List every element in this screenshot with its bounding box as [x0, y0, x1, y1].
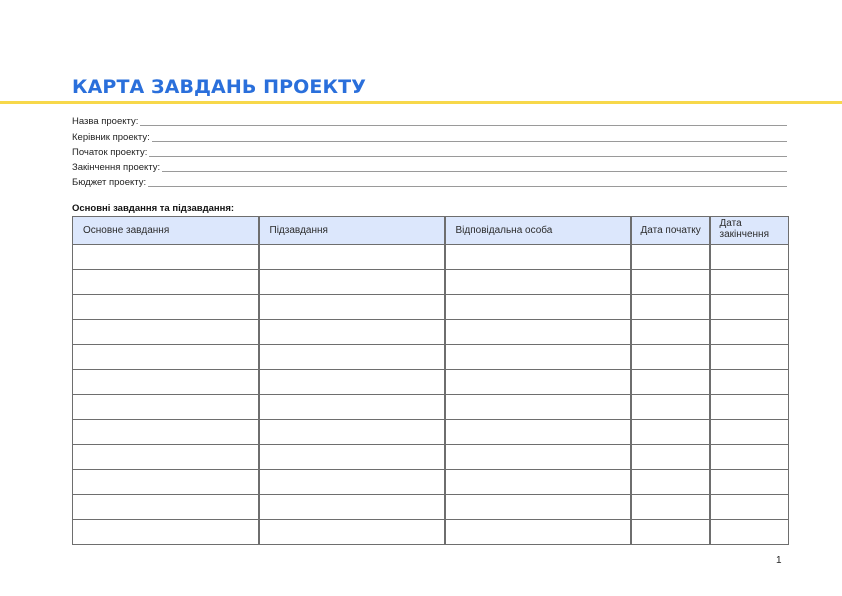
cell-end-date[interactable] [710, 320, 789, 345]
cell-main-task[interactable] [73, 495, 259, 520]
cell-end-date[interactable] [710, 345, 789, 370]
field-project-budget [72, 173, 787, 188]
project-info-fields [72, 112, 787, 188]
cell-subtask[interactable] [259, 470, 445, 495]
cell-main-task[interactable] [73, 270, 259, 295]
field-label: Керівник проекту: [72, 131, 150, 143]
project-budget-input-line[interactable] [148, 176, 787, 187]
cell-responsible[interactable] [445, 270, 631, 295]
page-number: 1 [776, 555, 782, 566]
cell-subtask[interactable] [259, 520, 445, 545]
column-header-subtask: Підзавдання [259, 217, 445, 245]
cell-subtask[interactable] [259, 295, 445, 320]
cell-end-date[interactable] [710, 295, 789, 320]
cell-end-date[interactable] [710, 245, 789, 270]
table-row [73, 395, 789, 420]
cell-start-date[interactable] [631, 495, 710, 520]
field-label: Бюджет проекту: [72, 177, 147, 189]
cell-subtask[interactable] [259, 345, 445, 370]
project-start-input-line[interactable] [149, 146, 787, 157]
table-row [73, 470, 789, 495]
column-header-start-date: Дата початку [631, 217, 710, 245]
field-label: Закінчення проекту: [72, 162, 161, 174]
cell-subtask[interactable] [259, 445, 445, 470]
cell-start-date[interactable] [631, 320, 710, 345]
accent-divider [0, 101, 842, 104]
cell-responsible[interactable] [445, 445, 631, 470]
table-row [73, 520, 789, 545]
cell-responsible[interactable] [445, 520, 631, 545]
cell-responsible[interactable] [445, 295, 631, 320]
cell-start-date[interactable] [631, 420, 710, 445]
table-row [73, 320, 789, 345]
cell-responsible[interactable] [445, 420, 631, 445]
cell-main-task[interactable] [73, 470, 259, 495]
cell-main-task[interactable] [73, 295, 259, 320]
cell-start-date[interactable] [631, 345, 710, 370]
cell-end-date[interactable] [710, 495, 789, 520]
section-heading: Основні завдання та підзавдання: [72, 203, 235, 214]
column-header-end-date: Дата закінчення [710, 217, 789, 245]
cell-main-task[interactable] [73, 445, 259, 470]
table-row [73, 370, 789, 395]
project-end-input-line[interactable] [162, 161, 787, 172]
cell-end-date[interactable] [710, 270, 789, 295]
cell-responsible[interactable] [445, 345, 631, 370]
cell-end-date[interactable] [710, 520, 789, 545]
cell-end-date[interactable] [710, 370, 789, 395]
tasks-table [72, 216, 789, 545]
cell-main-task[interactable] [73, 395, 259, 420]
table-row [73, 295, 789, 320]
cell-responsible[interactable] [445, 245, 631, 270]
cell-start-date[interactable] [631, 395, 710, 420]
field-project-start [72, 143, 787, 158]
cell-main-task[interactable] [73, 370, 259, 395]
cell-subtask[interactable] [259, 320, 445, 345]
cell-start-date[interactable] [631, 520, 710, 545]
cell-subtask[interactable] [259, 370, 445, 395]
cell-end-date[interactable] [710, 395, 789, 420]
cell-subtask[interactable] [259, 270, 445, 295]
document-title: КАРТА ЗАВДАНЬ ПРОЕКТУ [72, 76, 366, 98]
table-header-row [73, 217, 789, 245]
field-label: Початок проекту: [72, 146, 148, 158]
cell-main-task[interactable] [73, 245, 259, 270]
cell-main-task[interactable] [73, 420, 259, 445]
cell-responsible[interactable] [445, 370, 631, 395]
cell-start-date[interactable] [631, 295, 710, 320]
cell-main-task[interactable] [73, 320, 259, 345]
cell-end-date[interactable] [710, 420, 789, 445]
column-header-main-task: Основне завдання [73, 217, 259, 245]
cell-end-date[interactable] [710, 445, 789, 470]
field-project-name [72, 112, 787, 127]
table-row [73, 245, 789, 270]
cell-start-date[interactable] [631, 445, 710, 470]
cell-start-date[interactable] [631, 245, 710, 270]
cell-start-date[interactable] [631, 470, 710, 495]
table-row [73, 420, 789, 445]
column-header-responsible: Відповідальна особа [445, 217, 631, 245]
table-row [73, 495, 789, 520]
cell-responsible[interactable] [445, 495, 631, 520]
cell-main-task[interactable] [73, 520, 259, 545]
cell-subtask[interactable] [259, 420, 445, 445]
cell-responsible[interactable] [445, 395, 631, 420]
cell-start-date[interactable] [631, 270, 710, 295]
cell-start-date[interactable] [631, 370, 710, 395]
project-name-input-line[interactable] [140, 115, 787, 126]
field-project-end [72, 158, 787, 173]
table-row [73, 445, 789, 470]
cell-subtask[interactable] [259, 395, 445, 420]
cell-responsible[interactable] [445, 320, 631, 345]
cell-subtask[interactable] [259, 245, 445, 270]
cell-responsible[interactable] [445, 470, 631, 495]
field-label: Назва проекту: [72, 116, 139, 128]
table-row [73, 345, 789, 370]
table-row [73, 270, 789, 295]
cell-end-date[interactable] [710, 470, 789, 495]
field-project-manager [72, 127, 787, 142]
cell-subtask[interactable] [259, 495, 445, 520]
cell-main-task[interactable] [73, 345, 259, 370]
project-manager-input-line[interactable] [152, 131, 787, 142]
